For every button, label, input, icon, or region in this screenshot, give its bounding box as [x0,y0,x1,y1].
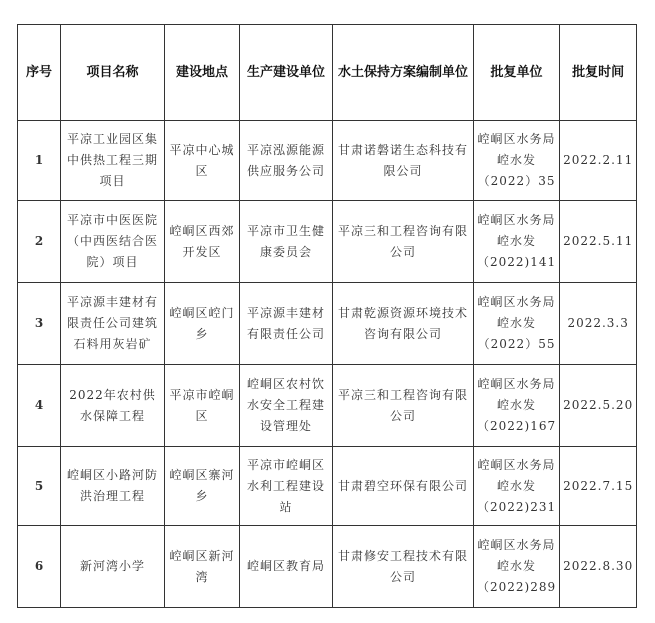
header-compiler: 水土保持方案编制单位 [333,25,474,121]
cell-compiler: 平凉三和工程咨询有限公司 [333,201,474,283]
cell-date: 2022.2.11 [560,121,637,201]
cell-no: 1 [18,121,61,201]
table-row [18,526,637,608]
table-row [18,365,637,447]
cell-location: 崆峒区寨河乡 [165,447,240,526]
cell-builder: 崆峒区教育局 [240,526,333,608]
cell-approver: 崆峒区水务局崆水发（2022）35 [474,121,560,201]
header-project-name: 项目名称 [61,25,165,121]
cell-location: 平凉市崆峒区 [165,365,240,447]
cell-builder: 平凉市卫生健康委员会 [240,201,333,283]
cell-location: 崆峒区新河湾 [165,526,240,608]
approval-table [17,24,637,608]
cell-approver: 崆峒区水务局崆水发（2022)167 [474,365,560,447]
cell-compiler: 甘肃碧空环保有限公司 [333,447,474,526]
cell-date: 2022.5.11 [560,201,637,283]
header-date: 批复时间 [560,25,637,121]
cell-builder: 平凉源丰建材有限责任公司 [240,283,333,365]
cell-compiler: 甘肃乾源资源环境技术咨询有限公司 [333,283,474,365]
cell-location: 崆峒区西郊开发区 [165,201,240,283]
cell-no: 5 [18,447,61,526]
header-builder: 生产建设单位 [240,25,333,121]
header-approver: 批复单位 [474,25,560,121]
cell-compiler: 甘肃诺磐诺生态科技有限公司 [333,121,474,201]
cell-date: 2022.3.3 [560,283,637,365]
cell-project-name: 平凉源丰建材有限责任公司建筑石料用灰岩矿 [61,283,165,365]
cell-date: 2022.7.15 [560,447,637,526]
cell-project-name: 平凉工业园区集中供热工程三期项目 [61,121,165,201]
table-row [18,201,637,283]
cell-no: 3 [18,283,61,365]
cell-compiler: 甘肃修安工程技术有限公司 [333,526,474,608]
cell-approver: 崆峒区水务局崆水发（2022)231 [474,447,560,526]
cell-approver: 崆峒区水务局崆水发（2022）55 [474,283,560,365]
cell-builder: 平凉市崆峒区水利工程建设站 [240,447,333,526]
cell-no: 6 [18,526,61,608]
cell-project-name: 平凉市中医医院（中西医结合医院）项目 [61,201,165,283]
cell-builder: 崆峒区农村饮水安全工程建设管理处 [240,365,333,447]
table-row [18,447,637,526]
cell-no: 4 [18,365,61,447]
cell-project-name: 崆峒区小路河防洪治理工程 [61,447,165,526]
cell-compiler: 平凉三和工程咨询有限公司 [333,365,474,447]
cell-location: 崆峒区崆门乡 [165,283,240,365]
table-row [18,283,637,365]
cell-project-name: 2022年农村供水保障工程 [61,365,165,447]
cell-location: 平凉中心城区 [165,121,240,201]
header-location: 建设地点 [165,25,240,121]
header-no: 序号 [18,25,61,121]
cell-no: 2 [18,201,61,283]
cell-approver: 崆峒区水务局崆水发（2022)289 [474,526,560,608]
cell-approver: 崆峒区水务局崆水发（2022)141 [474,201,560,283]
table-row [18,121,637,201]
cell-date: 2022.8.30 [560,526,637,608]
cell-date: 2022.5.20 [560,365,637,447]
cell-project-name: 新河湾小学 [61,526,165,608]
cell-builder: 平凉泓源能源供应服务公司 [240,121,333,201]
table-header-row [18,25,637,121]
